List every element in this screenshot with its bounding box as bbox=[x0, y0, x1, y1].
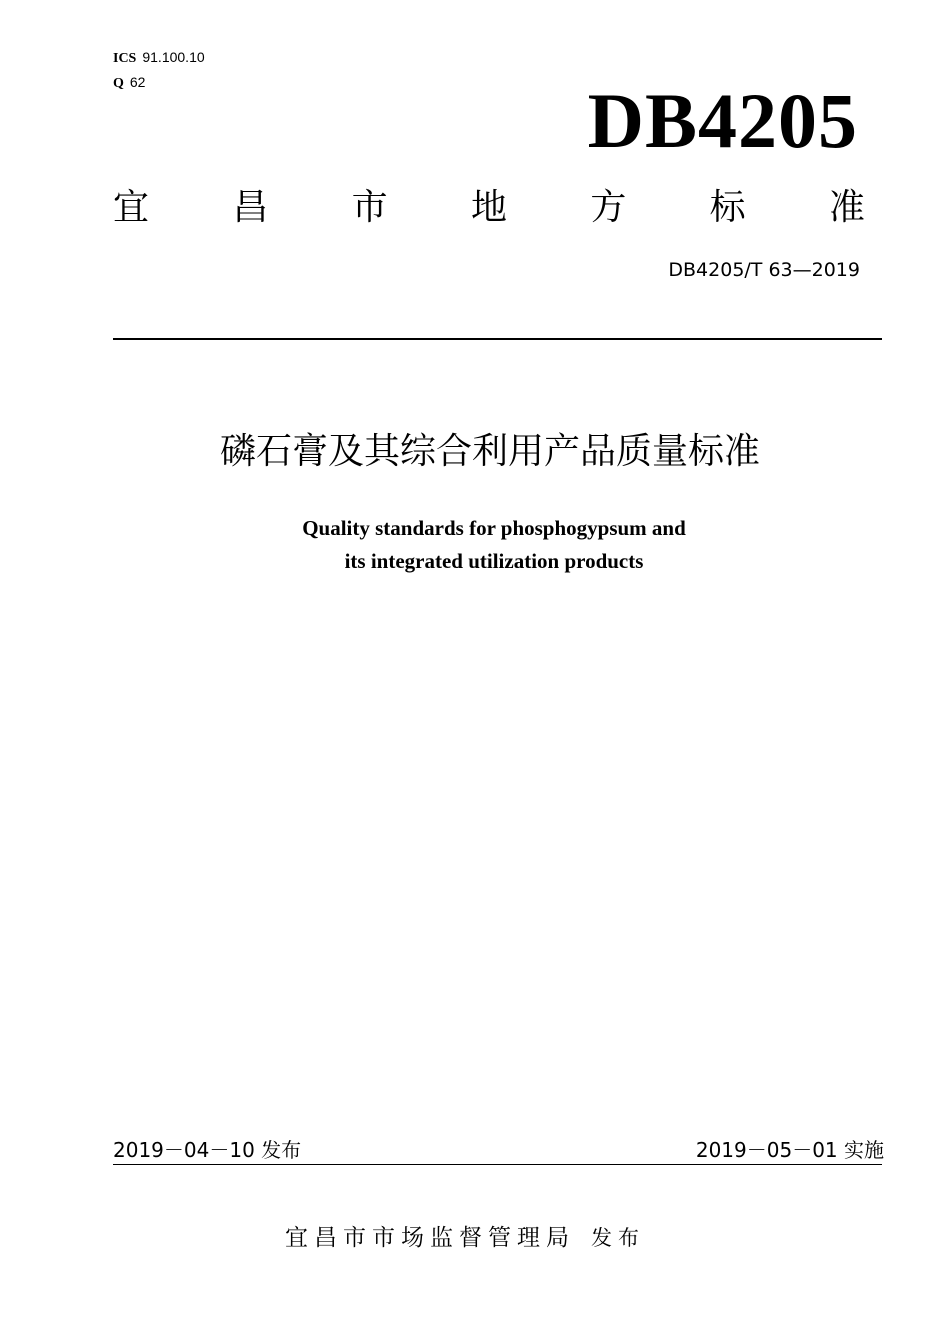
title-english-line: Quality standards for phosphogypsum and bbox=[302, 516, 686, 540]
ics-value: 91.100.10 bbox=[142, 49, 205, 65]
ccs-value: 62 bbox=[129, 74, 146, 90]
ics-code bbox=[113, 48, 205, 68]
issuer bbox=[0, 1222, 950, 1254]
standard-type-char: 地 bbox=[470, 187, 507, 228]
ics-label: ICS bbox=[113, 51, 137, 66]
standard-type-char: 准 bbox=[828, 187, 865, 228]
title-english bbox=[0, 512, 950, 578]
ccs-label: Q bbox=[113, 76, 124, 91]
title-english-line: its integrated utilization products bbox=[344, 549, 644, 573]
standard-type-char: 标 bbox=[709, 187, 746, 228]
standard-number: DB4205/T 63—2019 bbox=[668, 259, 860, 281]
bottom-divider bbox=[113, 1164, 882, 1165]
standard-type-char: 昌 bbox=[232, 187, 269, 228]
standard-type-char: 宜 bbox=[113, 187, 150, 228]
title-chinese: 磷石膏及其综合利用产品质量标准 bbox=[219, 431, 760, 472]
issuer-name: 宜昌市市场监督管理局 bbox=[285, 1225, 575, 1251]
issue-date: 2019－04－10 发布 bbox=[113, 1138, 302, 1162]
implementation-date: 2019－05－01 实施 bbox=[695, 1138, 884, 1162]
ccs-code bbox=[113, 73, 145, 93]
top-divider bbox=[113, 338, 882, 340]
standard-type-char: 市 bbox=[351, 187, 388, 228]
standard-type bbox=[113, 184, 865, 232]
standard-type-char: 方 bbox=[590, 187, 627, 228]
issuer-suffix: 发布 bbox=[591, 1226, 645, 1250]
standard-code: DB4205 bbox=[587, 77, 858, 164]
